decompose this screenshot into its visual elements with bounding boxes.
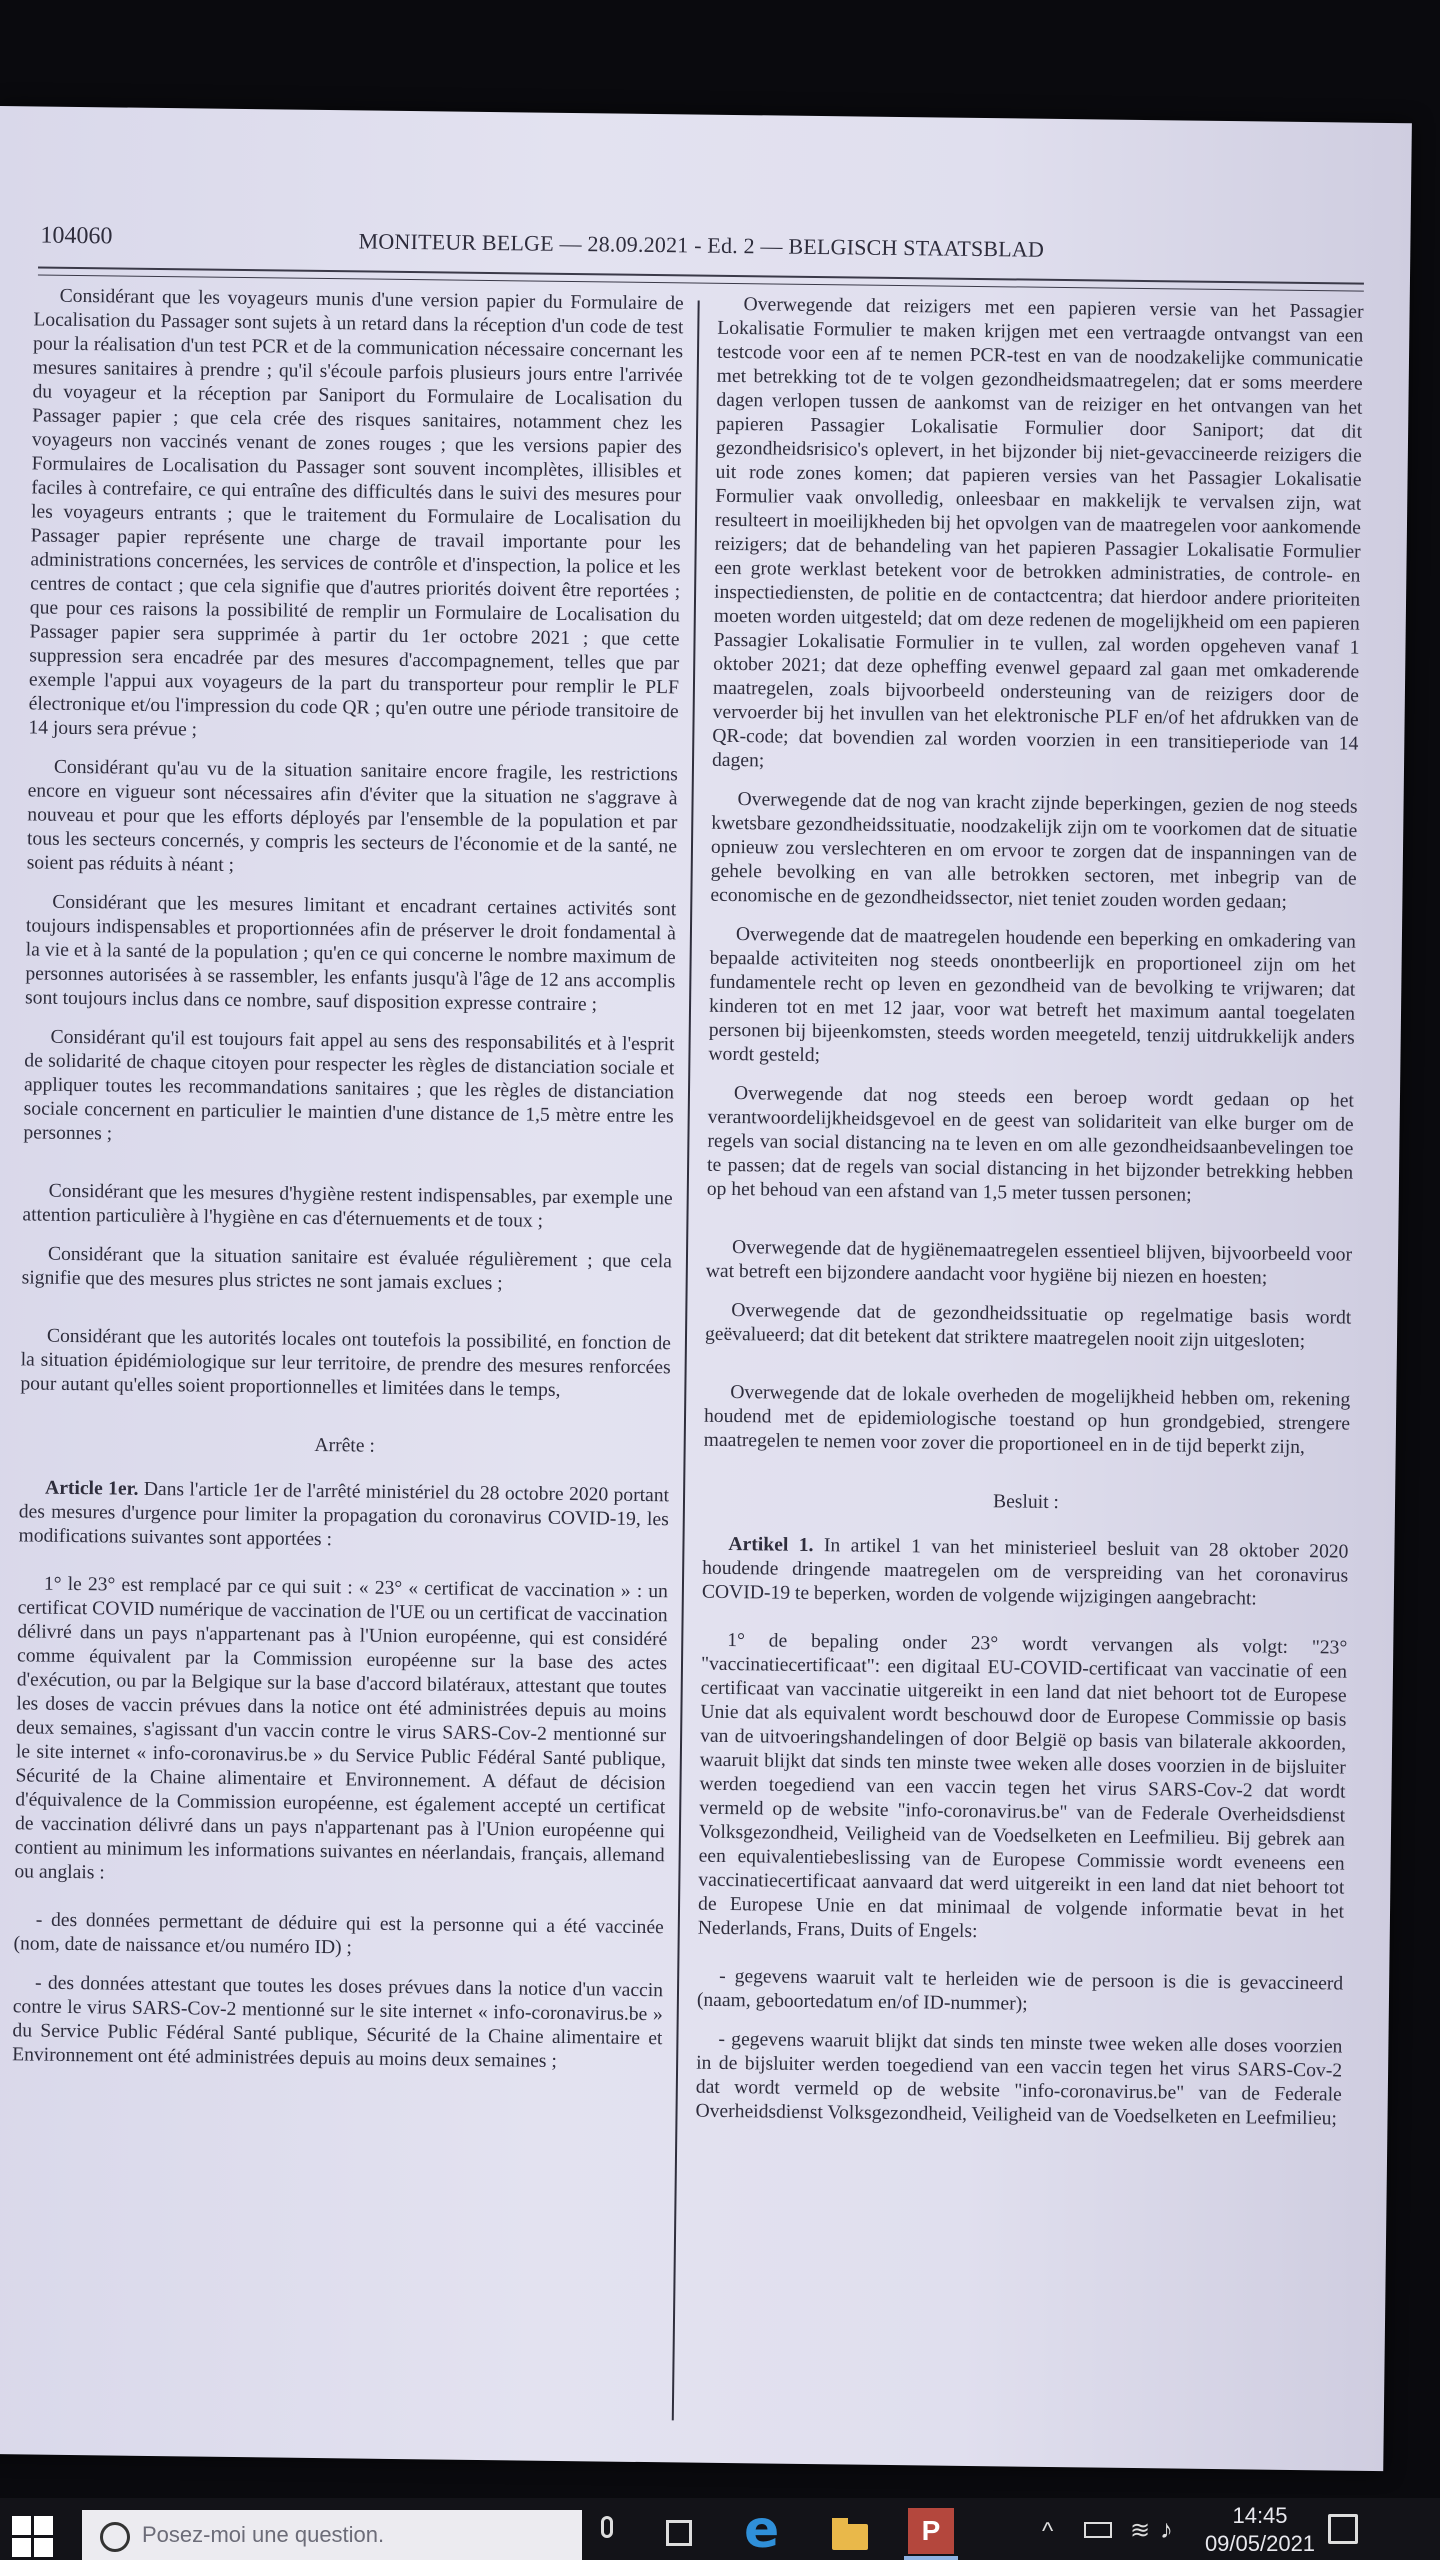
paragraph-activities: Overwegende dat de maatregelen houdende een beperking en omkadering van bepaalde activiteiten nog steeds onontbeerlijk en proportioneel zijn om het fundamentele recht op leven en gezondheid van de bevolking te vrijwaren; dat kinderen tot en met 12 jaar, voor wat betreft het maximum aantal toegelaten personen bij bijeenkomsten, steeds worden meegeteld, tenzij uitdrukkelijk anders wordt gesteld; — [708, 924, 1357, 1067]
paragraph-hygiene: Considérant que les mesures d'hygiène restent indispensables, par exemple une attention particulière à l'hygiène en cas d'éternuements et de toux ; — [22, 1180, 673, 1232]
paragraph-local-authorities: Considérant que les autorités locales ont toutefois la possibilité, en fonction de la situation épidémiologique sur leur territoire, de prendre des mesures renforcées pour autant qu'elles soient proportionnelles et limitées dans le temps, — [20, 1325, 672, 1401]
page-header — [40, 217, 1362, 277]
dash-item-1: - des données permettant de déduire qui est la personne qui a été vaccinée (nom, date de naissance et/ou numéro ID) ; — [13, 1909, 664, 1959]
paragraph-solidarity: Overwegende dat nog steeds een beroep wordt gedaan op het verantwoordelijkheidsgevoel en de geest van solidariteit van elke burger om de regels van social distancing na te leven en om alle gezondheidsaanbevelingen toe te passen; dat de regels van social distancing in het bijzonder betrekking hebben op het behoud van een afstand van 1,5 meter tussen personen; — [706, 1083, 1355, 1206]
file-explorer-icon[interactable] — [832, 2516, 866, 2550]
search-icon — [100, 2522, 130, 2552]
clock-date: 09/05/2021 — [1204, 2531, 1316, 2556]
dash-item-2: - des données attestant que toutes les doses prévues dans la notice d'un vaccin contre le virus SARS-Cov-2 mentionné sur le site internet « info-coronavirus.be » du Service Public Fédéral Santé publique, Sécurité de la Chaine alimentaire et Environnement ont été administrées depuis au moins deux semaines ; — [12, 1972, 664, 2072]
pdf-app-icon[interactable]: P — [908, 2508, 954, 2554]
paragraph-evaluation: Considérant que la situation sanitaire est évaluée régulièrement ; que cela signifie que des mesures plus strictes ne sont jamais exclues ; — [21, 1243, 673, 1295]
article-1 — [702, 1533, 1349, 1613]
paragraph-evaluation: Overwegende dat de gezondheidssituatie op regelmatige basis wordt geëvalueerd; dat dit betekent dat striktere maatregelen nooit zijn uitgesloten; — [704, 1300, 1352, 1353]
page-number: 104060 — [40, 222, 113, 250]
dash-item-2: - gegevens waaruit blijkt dat sinds ten minste twee weken alle doses voorzien in de bijsluiter werden toegediend van een vaccin tegen het virus SARS-Cov-2 dat wordt vermeld op de website "info-coronavirus.be" van de Federale Overheidsdienst Volksgezondheid, Veiligheid van de Voedselketen en Leefmilieu; — [695, 2028, 1343, 2130]
active-app-indicator — [904, 2556, 958, 2560]
search-placeholder: Posez-moi une question. — [142, 2522, 385, 2547]
windows-start-icon[interactable] — [12, 2516, 56, 2560]
dash-item-1: - gegevens waaruit valt te herleiden wie de persoon is die is gevaccineerd (naam, geboortedatum en/of ID-nummer); — [696, 1965, 1344, 2015]
section-heading: Besluit : — [992, 1491, 1060, 1514]
article-text: Dans l'article 1er de l'arrêté ministériel du 28 octobre 2020 portant des mesures d'urgence pour limiter la propagation du coronavirus COVID-19, les modifications suivantes sont apportées : — [18, 1478, 670, 1551]
french-column — [12, 284, 684, 2090]
wifi-icon[interactable]: ≋ — [1130, 2517, 1151, 2544]
clock-time: 14:45 — [1232, 2503, 1288, 2528]
paragraph-activities: Considérant que les mesures limitant et encadrant certaines activités sont toujours indispensables et proportionnées afin de préserver le droit fondamental à la vie et à la santé de la population ; qu'en ce qui concerne le nombre maximum de personnes autorisées à se rassembler, les enfants jusqu'à l'âge de 12 ans accomplis sont toujours inclus dans ce nombre, sauf disposition expresse contraire ; — [24, 891, 677, 1016]
article-label: Article 1er. — [44, 1477, 139, 1500]
item-1: 1° le 23° est remplacé par ce qui suit : « 23° « certificat de vaccination » : un certificat COVID numérique de vaccination de l'UE ou un certificat de vaccination délivré dans un pays n'appartenant pas à l'Union européenne, qui est considéré comme équivalent par la Commission européenne sur la base des actes d'exécution, ou par la Belgique sur la base d'accord bilatéraux, attestant que toutes les doses de vaccin prévues dans la notice ont été administrées depuis au moins deux semaines, s'agissant d'un vaccin contre le virus SARS-Cov-2 mentionné sur le site internet « info-coronavirus.be » du Service Public Fédéral Santé publique, Sécurité de la Chaine alimentaire et Environnement. A défaut de décision d'équivalence de la Commission européenne, est également accepté un certificat de vaccination délivré dans un pays n'appartenant pas à l'Union européenne qui contient au minimum les informations suivantes en néerlandais, français, allemand ou anglais : — [14, 1573, 669, 1884]
paragraph-plf: Overwegende dat reizigers met een papieren versie van het Passagier Lokalisatie Formulier te maken krijgen met een vertraagde ontvangst van een testcode voor een af te nemen PCR-test en van de noodzakelijke communicatie met betrekking tot de te volgen gezondheidsmaatregelen; dat er soms meerdere dagen verlopen tussen de aankomst van de reiziger en het ontvangen van het papieren Passagier Lokalisatie Formulier door Saniport; dat dit gezondheidsrisico's oplevert, in het bijzonder bij niet-gevaccineerde reizigers die uit rode zones komen; dat papieren versies van het Passagier Lokalisatie Formulier vaak onvolledig, onleesbaar en makkelijk te vervalsen zijn, wat resulteert in moeilijkheden bij het opvolgen van de maatregelen voor aankomende reizigers; dat de behandeling van het papieren Passagier Lokalisatie Formulier een grote werklast betekent voor de betrokken administraties, de controle- en inspectiediensten, de politie en de contactcentra; dat hierdoor andere prioriteiten moeten worden uitgesteld; dat om deze redenen de mogelijkheid om een papieren Passagier Lokalisatie Formulier in te vullen, zal worden opgeheven vanaf 1 oktober 2021; dat deze opheffing evenwel gepaard zal gaan met omkaderende maatregelen, zoals bijvoorbeeld ondersteuning van de reizigers door de vervoerder bij het invullen van het elektronische PLF en/of het afdrukken van de QR-code; dat bovendien zal worden voorzien in een transitieperiode van 14 dagen; — [711, 294, 1364, 772]
battery-icon[interactable] — [1084, 2522, 1112, 2538]
microphone-icon[interactable] — [590, 2516, 624, 2550]
document-page — [0, 106, 1412, 2471]
paragraph-solidarity: Considérant qu'il est toujours fait appel au sens des responsabilités et à l'esprit de solidarité de chaque citoyen pour respecter les règles de distanciation sociale et appliquer toutes les recommandations sanitaires ; que les règles de distanciation sociale concernent en particulier le maintien d'une distance de 1,5 mètre entre les personnes ; — [23, 1026, 675, 1145]
article-text: In artikel 1 van het ministerieel besluit van 28 oktober 2020 houdende dringende maatregelen om de verspreiding van het coronavirus COVID-19 te beperken, worden de volgende wijzigingen aangebracht: — [701, 1535, 1349, 1610]
edge-icon[interactable]: e — [744, 2500, 780, 2560]
article-1 — [18, 1476, 669, 1556]
notification-icon[interactable] — [1328, 2514, 1358, 2544]
windows-taskbar — [0, 2498, 1440, 2560]
publication-title: MONITEUR BELGE — 28.09.2021 - Ed. 2 — BELGISCH STAATSBLAD — [358, 228, 1045, 262]
search-input[interactable] — [82, 2510, 582, 2560]
chevron-up-icon[interactable]: ^ — [1042, 2518, 1054, 2545]
paragraph-sanitary-situation: Overwegende dat de nog van kracht zijnde beperkingen, gezien de nog steeds kwetsbare gezondheidssituatie, noodzakelijk zijn om te voorkomen dat de situatie opnieuw zou verslechteren en om ervoor te zorgen dat de inspanningen van de gehele bevolking en van alle betrokken sectoren, met inbegrip van de economische en de gezondheidssector, niet teniet zouden worden gedaan; — [710, 789, 1358, 913]
dutch-column — [695, 293, 1364, 2147]
section-heading: Arrête : — [314, 1434, 375, 1457]
clock[interactable] — [1180, 2502, 1340, 2558]
paragraph-local-authorities: Overwegende dat de lokale overheden de mogelijkheid hebben om, rekening houdend met de epidemiologische toestand op hun grondgebied, strengere maatregelen te nemen voor zover die proportioneel en in de tijd beperkt zijn, — [703, 1382, 1351, 1459]
item-1: 1° de bepaling onder 23° wordt vervangen als volgt: "23° "vaccinatiecertificaat": een digitaal EU-COVID-certificaat van vaccinatie of een certificaat van vaccinatie uitgereikt in een land dat niet behoort tot de Europese Unie dat als equivalent wordt beschouwd door de Europese Commissie op basis van de uitvoeringshandelingen of door België op basis van bilaterale akkoorden, waaruit blijkt dat sinds ten minste twee weken alle doses voorzien in de bijsluiter werden toegediend van een vaccin tegen het virus SARS-Cov-2 dat wordt vermeld op de website "info-coronavirus.be" van de Federale Overheidsdienst Volksgezondheid, Veiligheid van de Voedselketen en Leefmilieu. Bij gebrek aan een equivalentiebeslissing van de Europese Commissie wordt eveneens een vaccinatiecertificaat aanvaard dat werd uitgereikt in een land dat niet behoort tot de Europese Unie en dat minimaal de volgende informatie bevat in het Nederlands, Frans, Duits of Engels: — [697, 1630, 1348, 1943]
paragraph-hygiene: Overwegende dat de hygiënemaatregelen essentieel blijven, bijvoorbeeld voor wat betreft een bijzondere aandacht voor hygiëne bij niezen en hoesten; — [705, 1237, 1353, 1289]
paragraph-plf: Considérant que les voyageurs munis d'une version papier du Formulaire de Localisation du Passager sont sujets à un retard dans la réception d'un code de test pour la réalisation d'un test PCR et de la communication nécessaire concernant les mesures sanitaires à prendre ; qu'il s'écoule parfois plusieurs jours entre l'arrivée du voyageur et la réception par Saniport du Formulaire de Localisation du Passager papier ; que cela crée des risques sanitaires, notamment chez les voyageurs non vaccinés venant de zones rouges ; que les versions papier des Formulaires de Localisation du Passager sont souvent incomplètes, illisibles et faciles à contrefaire, ce qui entraîne des difficultés dans le suivi des mesures pour les voyageurs entrants ; que le traitement du Formulaire de Localisation du Passager papier représente une charge de travail importante pour les administrations concernées, les services de contrôle et d'inspection, la police et les centres de contact ; que cela signifie que d'autres priorités doivent être reportées ; que pour ces raisons la possibilité de remplir un Formulaire de Localisation du Passager papier sera supprimée à partir du 1er octobre 2021 ; que cette suppression sera encadrée par des mesures d'accompagnement, telles que par exemple l'appui aux voyageurs de la part du transporteur pour remplir le PLF électronique et/ou l'impression du code QR ; qu'en outre une période transitoire de 14 jours sera prévue ; — [28, 285, 684, 741]
article-label: Artikel 1. — [728, 1534, 814, 1557]
task-view-icon[interactable] — [662, 2516, 696, 2550]
volume-icon[interactable]: ♪ — [1160, 2514, 1173, 2544]
paragraph-sanitary-situation: Considérant qu'au vu de la situation sanitaire encore fragile, les restrictions encore en vigueur sont nécessaires afin d'éviter que la situation ne s'aggrave à nouveau et pour que les efforts déployés par l'ensemble de la population et par tous les secteurs concernés, y compris les secteurs de l'économie et de la santé, ne soient pas réduits à néant ; — [26, 756, 679, 876]
